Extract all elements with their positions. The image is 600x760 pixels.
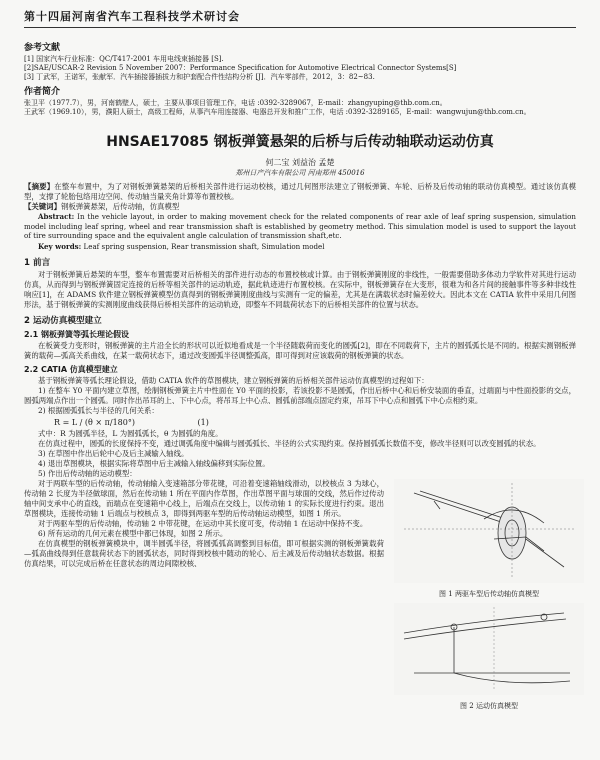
reference-item: [2]SAE/USCAR-2 Revision 5 November 2007：Performance Specification for Automotive Electrical Connector Systems[S] <box>24 64 457 72</box>
en-abstract-text: In the vehicle layout, in order to making movement check for the related components of rear axle of leaf spring suspension, simulation model including leaf spring, wheel and rear transmission shaft is established by geometry method. This simulation model is used to support the layout of tire surrounding space and the equivalent angle calculation of transmission shaft,etc. <box>24 212 576 241</box>
step-6-detail: 在仿真模型的钢板弹簧模块中，调半圆弧半径，将圆弧弧高调整到目标值，即可根据实测的钢板弹簧载荷—弧高曲线得到任意载荷状态下的圆弧状态，同时得到校核中随动的轮心、后主减及后传动轴状态数据。根据仿真结果，可以完成后桥在任意状态的周边间隙校核、 <box>24 538 384 568</box>
step-1: 1) 在整车 Y0 平面内建立草图，绘制钢板弹簧主片中性面在 Y0 平面的投影，若该投影不是圆弧，作出后桥中心和后桥安装面的垂直，过端面与中性面投影的交点，圆弧两端点作出一个圆弧。同时作出吊耳的上、下中心点，将吊耳上中心点、圆弧前部端点固定约束，吊耳下中心点和圆弧下中心点相约束。 <box>24 385 576 405</box>
keywords-en <box>24 242 576 252</box>
reference-item: [3] 丁武军，王诺军，张献军．汽车插接器插拔力和护套配合件性结构分析 [J]．汽车零部件，2012，3：82~83. <box>24 73 375 81</box>
section-1-text: 对于钢板弹簧后悬架的车型，整车布置需要对后桥相关的部件进行动态的布置校核或计算。由于钢板弹簧刚度的非线性，一般需要借助多体动力学软件对其进行运动仿真，从而得到与钢板弹簧固定连接的后桥等相关部件的运动轨迹，据此轨迹进行布置校核。在实际中，钢板弹簧存在大变形，很难为和各片间的接触事件等多种非线性响应[1]，在 ADAMS 软件建立钢板弹簧模型仿真得到的钢板弹簧刚度曲线与实测有一定的偏差，尤其是在满载状态时偏差较大。因此本文在 CATIA 软件中采用几何图形法，基于钢板弹簧的实测刚度曲线获得后桥相关部件的运动轨迹，即整车不同载荷状态下的后桥相关部件的位置与状态。 <box>24 269 576 309</box>
figure-2-drawing <box>394 603 584 695</box>
step-6: 6) 所有运动的几何元素在模型中都已体现，如图 2 所示。 <box>38 528 228 538</box>
figure-1-caption: 图 1 两驱车型后传动轴仿真模型 <box>439 589 539 598</box>
keywords-cn <box>24 202 576 212</box>
left-column <box>24 479 384 711</box>
step-2-detail: 在仿真过程中，圆弧的长度保持不变，通过调弧角度中编辑与圆弧弧长、半径的公式实现约束。保持圆弧弧长数值不变，修改半径则可以改变圆弧的状态。 <box>38 438 541 448</box>
section-2-1-heading: 2.1 钢板弹簧等弧长理论假设 <box>24 329 129 339</box>
references-heading: 参考文献 <box>24 43 61 53</box>
right-column <box>394 479 584 711</box>
paper-title: HNSAE17085 钢板弹簧悬架的后桥与后传动轴联动运动仿真 <box>106 134 494 150</box>
section-1-heading: 1 前言 <box>24 257 51 268</box>
figure-2-caption: 图 2 运动仿真模型 <box>460 701 518 710</box>
author-intro-line: 张卫平（1977.7），男，河南鹤壁人，硕士，主要从事项目管理工作，电话 :0392-3289067，E-mail：zhangyuping@thb.com.cn。 <box>24 99 447 107</box>
abstract-text: 在整车布置中，为了对钢板弹簧悬架的后桥相关部件进行运动校核，通过几何图形法建立了钢板弹簧、车轮、后桥及后传动轴的联动仿真模型。通过该仿真模型，支撑了轮胎包络用边空间、传动轴当量夹角计算等布置校核。 <box>24 182 576 201</box>
abstract-en <box>24 212 576 241</box>
en-abstract-label: Abstract: <box>38 212 75 221</box>
step-5-detail: 对于两联车型的后传动轴，传动轴输入变速箱部分带花键，可沿着变速箱轴线滑动，以校核点 3 为球心，传动轴 2 长度为半径做球面，然后在传动轴 1 所在平面内作草图，作出草图平面与球面的交线，然后作过传动轴中间支承中心的直线，而端点在变速箱中心线上，后端点在交线上，以传动轴 1 的实际长度进行约束。退出草图模块，连接传动轴 1 后端点与校核点 3，即得到两驱车型的后传动轴运动模型，如图 1 所示。 <box>24 478 384 518</box>
en-keywords-label: Key words: <box>38 241 82 251</box>
author-intro-heading: 作者简介 <box>24 87 61 97</box>
section-2-2-heading: 2.2 CATIA 仿真模型建立 <box>24 364 118 374</box>
paper-affiliation: 郑州日产汽车有限公司 河南郑州 450016 <box>235 169 365 177</box>
section-2-1-text: 在板簧受力变形时，钢板弹簧的主片沿全长的形状可以近似地看成是一个半径随载荷而变化的圆弧[2]，即在不同载荷下，主片的圆弧弧长是不同的。根据实测钢板弹簧的载荷—弧高关系曲线，在某一载荷状态下，通过改变圆弧半径调整弧高，即可得到对应该载荷的钢板弹簧的状态。 <box>24 340 576 360</box>
step-2: 2) 根据圆弧弧长与半径的几何关系： <box>38 405 159 415</box>
en-keywords-text: Leaf spring suspension, Rear transmission shaft, Simulation model <box>83 241 325 251</box>
step-5-detail-2: 对于两驱车型的后传动轴，传动轴 2 中带花键，在运动中其长度可变，传动轴 1 在运动中保持不变。 <box>38 518 368 528</box>
figure-2 <box>394 603 584 711</box>
keywords-label: 【关键词】 <box>24 202 61 211</box>
page-content <box>24 30 576 711</box>
reference-item: [1] 国家汽车行业标准：QC/T417-2001 车用电线束插接器 [S]. <box>24 55 224 63</box>
step-3: 3) 在草图中作出后轮中心及后主减输入轴线。 <box>38 448 189 458</box>
abstract-cn <box>24 182 576 202</box>
author-intro-line: 王武军（1969.10），男，濮阳人硕士，高级工程师，从事汽车用连接器、电器总开发和推广工作，电话 :0392-3289165，E-mail：wangwujun@thb.com.cn。 <box>24 108 531 116</box>
section-2-heading: 2 运动仿真模型建立 <box>24 315 102 326</box>
step-4: 4) 退出草图模块，根据实际将草图中后主减输入轴线偏移到实际位置。 <box>38 458 270 468</box>
paper-byline: 何二宝 刘益治 孟楚 <box>265 158 335 167</box>
two-column-area <box>24 479 576 711</box>
keywords-text: 钢板弹簧悬架，后传动轴，仿真模型 <box>60 202 180 211</box>
section-2-2-intro: 基于钢板弹簧等弧长理论假设，借助 CATIA 软件的草图模块，建立钢板弹簧的后桥相关部件运动仿真模型的过程如下： <box>38 375 429 385</box>
formula-number: (1) <box>197 417 209 427</box>
formula-note: 式中：R 为圆弧半径，L 为圆弧弧长，θ 为圆弧的角度。 <box>38 428 223 438</box>
abstract-label: 【摘要】 <box>24 182 55 191</box>
formula-1 <box>54 417 576 428</box>
figure-1-drawing <box>394 479 584 583</box>
journal-header: 第十四届河南省汽车工程科技学术研讨会 <box>24 8 576 28</box>
figure-1 <box>394 479 584 599</box>
formula-text: R = L / (θ × π/180°) <box>54 417 135 427</box>
step-5: 5) 作出后传动轴的运动模型： <box>38 468 137 478</box>
